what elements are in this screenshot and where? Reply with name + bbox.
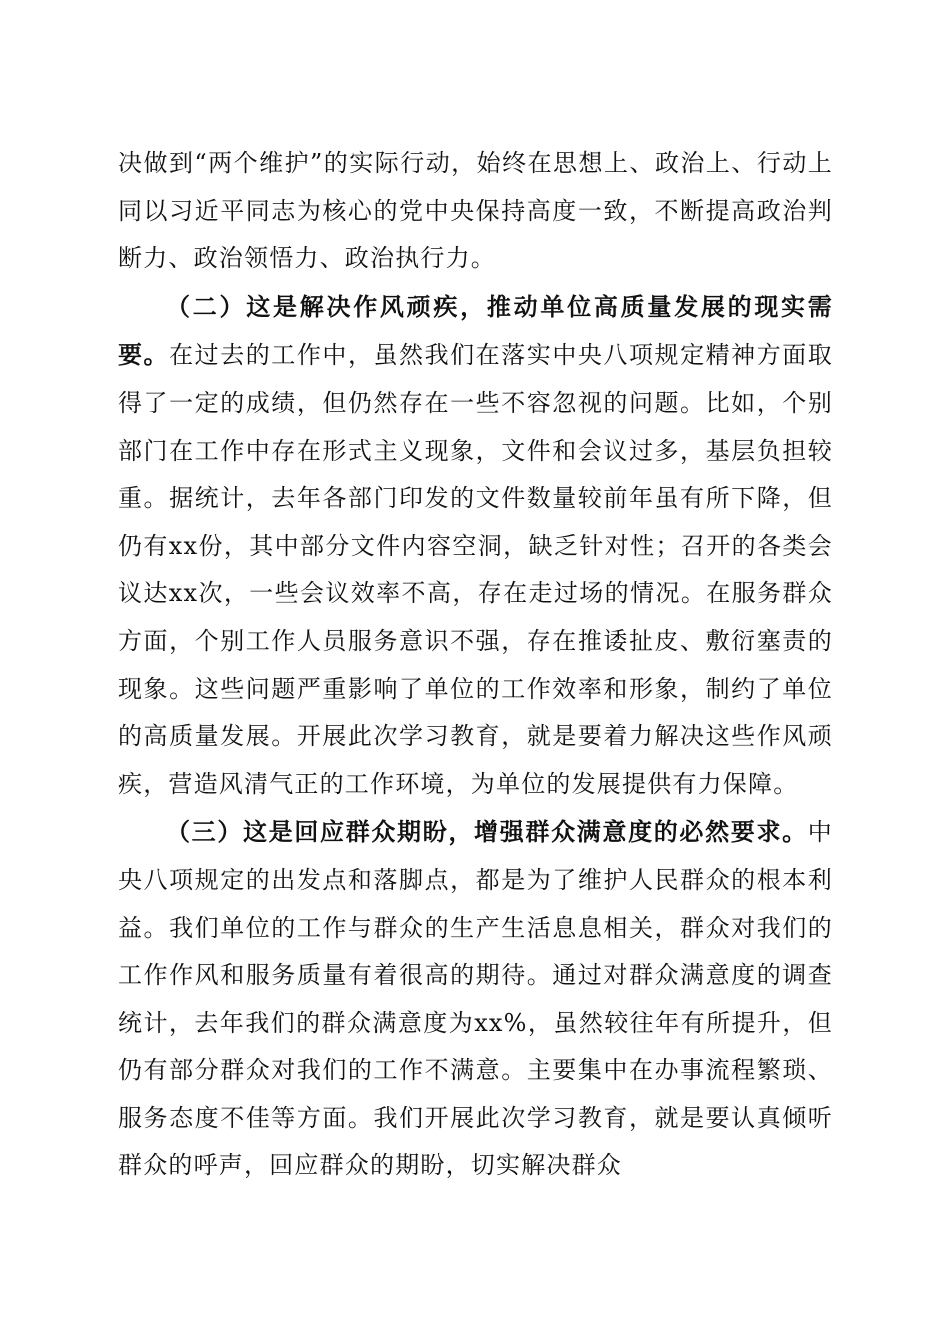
paragraph-continuation: [118, 140, 833, 283]
section-heading: （二）这是解决作风顽疾，推动单位高质量发展的现实需要。: [118, 291, 833, 370]
document-body: [118, 140, 833, 1190]
paragraph-section-3: [118, 808, 833, 1190]
section-heading: （三）这是回应群众期盼，增强群众满意度的必然要求。: [166, 817, 808, 847]
paragraph-section-2: [118, 283, 833, 809]
paragraph-text: 决做到“两个维护”的实际行动，始终在思想上、政治上、行动上同以习近平同志为核心的党中央保持高度一致，不断提高政治判断力、政治领悟力、政治执行力。: [118, 149, 833, 273]
paragraph-text: 在过去的工作中，虽然我们在落实中央八项规定精神方面取得了一定的成绩，但仍然存在一些不容忽视的问题。比如，个别部门在工作中存在形式主义现象，文件和会议过多，基层负担较重。据统计，去年各部门印发的文件数量较前年虽有所下降，但仍有xx份，其中部分文件内容空洞，缺乏针对性；召开的各类会议达xx次，一些会议效率不高，存在走过场的情况。在服务群众方面，个别工作人员服务意识不强，存在推诿扯皮、敷衍塞责的现象。这些问题严重影响了单位的工作效率和形象，制约了单位的高质量发展。开展此次学习教育，就是要着力解决这些作风顽疾，营造风清气正的工作环境，为单位的发展提供有力保障。: [118, 341, 834, 798]
paragraph-text: 中央八项规定的出发点和落脚点，都是为了维护人民群众的根本利益。我们单位的工作与群众的生产生活息息相关，群众对我们的工作作风和服务质量有着很高的期待。通过对群众满意度的调查统计，去年我们的群众满意度为xx%，虽然较往年有所提升，但仍有部分群众对我们的工作不满意。主要集中在办事流程繁琐、服务态度不佳等方面。我们开展此次学习教育，就是要认真倾听群众的呼声，回应群众的期盼，切实解决群众: [118, 818, 833, 1180]
